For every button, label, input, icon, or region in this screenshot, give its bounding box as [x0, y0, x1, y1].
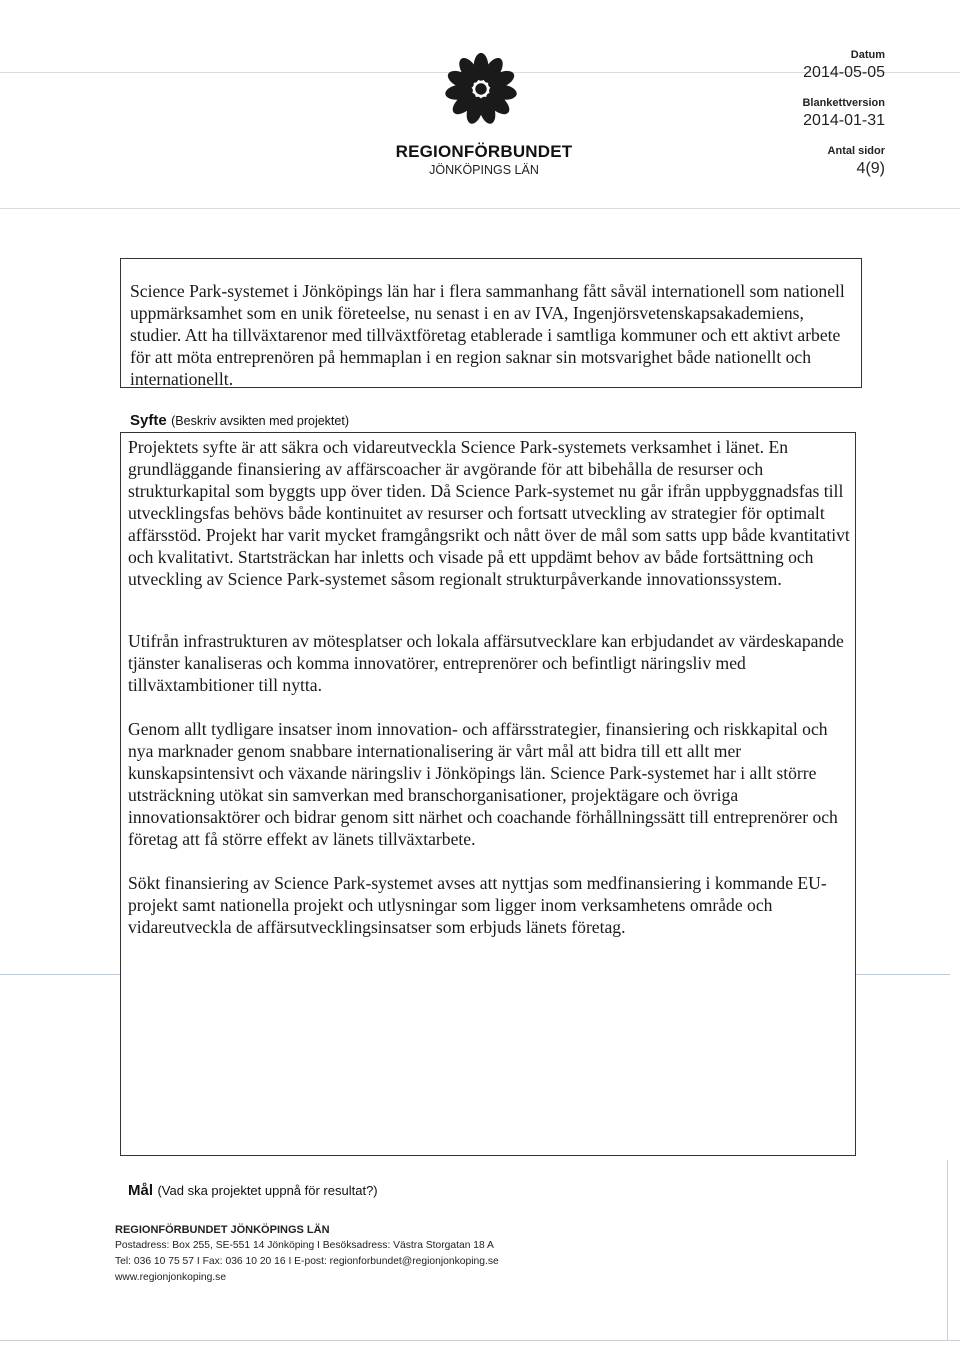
sidor-value: 4(9) — [856, 160, 885, 177]
syfte-hint: (Beskriv avsikten med projektet) — [171, 414, 349, 428]
footer-contact: Tel: 036 10 75 57 I Fax: 036 10 20 16 I E-post: regionforbundet@regionjonkoping.se — [115, 1256, 499, 1267]
intro-paragraph: Science Park-systemet i Jönköpings län har i flera sammanhang fått såväl internationell som nationell uppmärksamhet som en unik företeelse, nu senast i en av IVA, Ingenjörsvetenskapsakademiens, studier. Att ha tillväxtarenor med tillväxtföretag etablerade i samtliga kommuner och ett aktivt arbete för att möta entreprenören på hemmaplan i en region saknar sin motsvarighet både nationellt och internationellt. — [130, 281, 845, 389]
scan-line-header — [0, 208, 960, 209]
mal-title: Mål — [128, 1182, 154, 1199]
footer-org: REGIONFÖRBUNDET JÖNKÖPINGS LÄN — [115, 1224, 330, 1236]
org-name: REGIONFÖRBUNDET — [395, 142, 573, 161]
page-footer — [115, 1222, 499, 1286]
flower-logo-icon — [440, 48, 522, 130]
syfte-paragraph-3: Genom allt tydligare insatser inom innovation- och affärsstrategier, finansiering och riskkapital och nya marknader genom snabbare internationalisering är vårt mål att bidra till ett allt mer kunskapsintensivt och växande näringsliv i Jönköpings län. Science Park-systemet har i allt större utsträckning utökat sin samverkan med branschorganisationer, projektägare och övriga innovationsaktörer och bidrar genom sitt närhet och coachande förhållningssätt till entreprenörer och företag att få större effekt av länets tillväxtarbete. — [128, 719, 838, 849]
syfte-paragraph-2: Utifrån infrastrukturen av mötesplatser och lokala affärsutvecklare kan erbjudandet av värdeskapande tjänster kanaliseras och komma innovatörer, entreprenörer och befintligt näringsliv med tillväxtambitioner till nytta. — [128, 631, 844, 695]
document-meta — [802, 48, 885, 180]
scan-line-right — [947, 1160, 948, 1340]
mal-heading — [128, 1182, 378, 1200]
sidor-label: Antal sidor — [827, 145, 885, 157]
footer-address: Postadress: Box 255, SE-551 14 Jönköping I Besöksadress: Västra Storgatan 18 A — [115, 1240, 494, 1251]
blankett-label: Blankettversion — [802, 97, 885, 109]
syfte-paragraph-1: Projektets syfte är att säkra och vidareutveckla Science Park-systemets verksamhet i länet. En grundläggande finansiering av affärscoacher är avgörande för att bibehålla de resurser och strukturkapital som byggts upp över tiden. Då Science Park-systemet nu går ifrån uppbyggnadsfas till utvecklingsfas behövs både kontinuitet av resurser och fortsatt utveckling av strategier för optimalt affärsstöd. Projekt har varit mycket framgångsrikt och nått över de mål som satts upp både kvantitativt och kvalitativt. Startsträckan har inletts och visade på ett uppdämt behov av både fortsättning och utveckling av Science Park-systemet såsom regionalt strukturpåverkande innovationssystem. — [128, 437, 850, 589]
datum-label: Datum — [850, 49, 885, 61]
scan-line-bottom — [0, 1340, 960, 1341]
datum-value: 2014-05-05 — [803, 64, 885, 81]
syfte-heading — [130, 412, 349, 430]
syfte-paragraph-4: Sökt finansiering av Science Park-systemet avses att nyttjas som medfinansiering i kommande EU-projekt samt nationella projekt och utlysningar som ligger inom verksamhetens område och vidareutveckla de affärsutvecklingsinsatser som erbjuds länets företag. — [128, 873, 827, 937]
footer-web: www.regionjonkoping.se — [115, 1272, 227, 1283]
mal-hint: (Vad ska projektet uppnå för resultat?) — [157, 1183, 378, 1198]
blankett-value: 2014-01-31 — [803, 112, 885, 129]
org-subtitle: JÖNKÖPINGS LÄN — [429, 163, 539, 177]
syfte-title: Syfte — [130, 412, 167, 429]
